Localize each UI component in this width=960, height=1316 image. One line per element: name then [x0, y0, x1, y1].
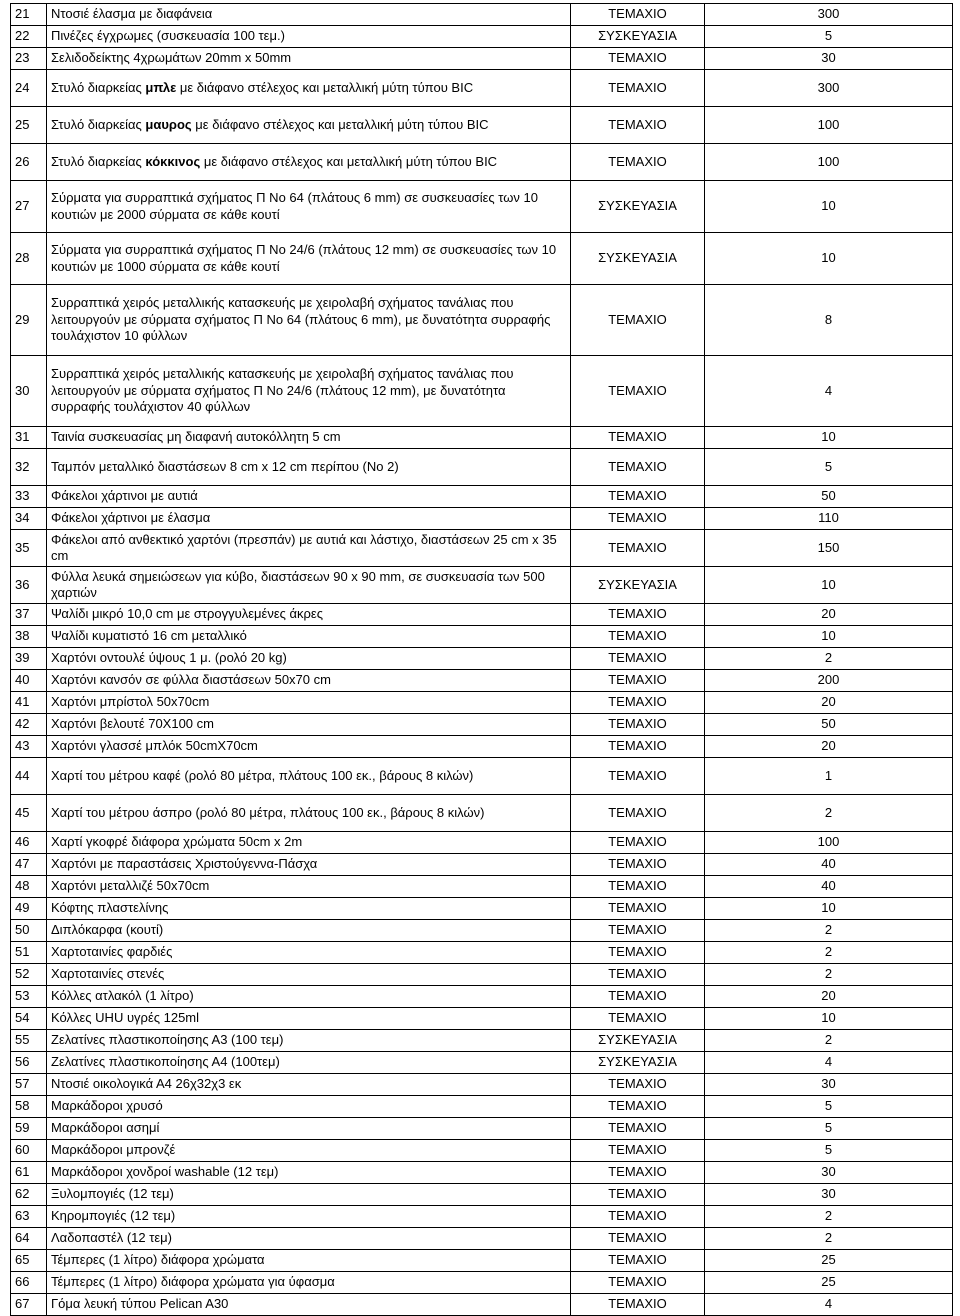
item-number: 27 — [11, 181, 47, 233]
item-quantity: 2 — [705, 964, 953, 986]
item-quantity: 40 — [705, 854, 953, 876]
item-unit: ΤΕΜΑΧΙΟ — [571, 1250, 705, 1272]
item-number: 43 — [11, 736, 47, 758]
item-quantity: 5 — [705, 1118, 953, 1140]
item-description: Κόφτης πλαστελίνης — [47, 898, 571, 920]
item-quantity: 8 — [705, 285, 953, 356]
table-row — [11, 181, 953, 233]
item-unit: ΤΕΜΑΧΙΟ — [571, 670, 705, 692]
item-description: Χαρτοταινίες στενές — [47, 964, 571, 986]
table-row — [11, 1096, 953, 1118]
items-table — [10, 3, 953, 1316]
item-description: Χαρτόνι κανσόν σε φύλλα διαστάσεων 50x70 cm — [47, 670, 571, 692]
item-number: 39 — [11, 648, 47, 670]
item-unit: ΤΕΜΑΧΙΟ — [571, 626, 705, 648]
item-unit: ΤΕΜΑΧΙΟ — [571, 427, 705, 449]
description-suffix: με διάφανο στέλεχος και μεταλλική μύτη τύπου BIC — [200, 153, 498, 169]
item-unit: ΤΕΜΑΧΙΟ — [571, 356, 705, 427]
description-color: μαυρος — [145, 116, 192, 132]
item-number: 61 — [11, 1162, 47, 1184]
item-quantity: 110 — [705, 508, 953, 530]
table-row — [11, 1272, 953, 1294]
item-unit: ΤΕΜΑΧΙΟ — [571, 604, 705, 626]
item-number: 60 — [11, 1140, 47, 1162]
item-unit: ΤΕΜΑΧΙΟ — [571, 692, 705, 714]
item-number: 55 — [11, 1030, 47, 1052]
item-description: Τέμπερες (1 λίτρο) διάφορα χρώματα για ύφασμα — [47, 1272, 571, 1294]
item-quantity: 25 — [705, 1272, 953, 1294]
table-row — [11, 986, 953, 1008]
table-row — [11, 26, 953, 48]
table-row — [11, 1206, 953, 1228]
item-description: Διπλόκαρφα (κουτί) — [47, 920, 571, 942]
table-row — [11, 1250, 953, 1272]
table-row — [11, 920, 953, 942]
item-description: Κόλλες ατλακόλ (1 λίτρο) — [47, 986, 571, 1008]
item-unit: ΤΕΜΑΧΙΟ — [571, 648, 705, 670]
item-description: Μαρκάδοροι χρυσό — [47, 1096, 571, 1118]
item-number: 51 — [11, 942, 47, 964]
item-quantity: 2 — [705, 1030, 953, 1052]
item-quantity: 2 — [705, 1206, 953, 1228]
item-unit: ΤΕΜΑΧΙΟ — [571, 285, 705, 356]
item-quantity: 20 — [705, 604, 953, 626]
item-number: 37 — [11, 604, 47, 626]
item-description: Κόλλες UHU υγρές 125ml — [47, 1008, 571, 1030]
item-description: Χαρτόνι μεταλλιζέ 50x70cm — [47, 876, 571, 898]
item-quantity: 2 — [705, 920, 953, 942]
item-number: 66 — [11, 1272, 47, 1294]
item-quantity: 2 — [705, 648, 953, 670]
item-description: Ψαλίδι κυματιστό 16 cm μεταλλικό — [47, 626, 571, 648]
item-number: 45 — [11, 795, 47, 832]
item-description: Ψαλίδι μικρό 10,0 cm με στρογγυλεμένες άκρες — [47, 604, 571, 626]
item-unit: ΤΕΜΑΧΙΟ — [571, 854, 705, 876]
item-number: 49 — [11, 898, 47, 920]
item-description: Χαρτόνι με παραστάσεις Χριστούγεννα-Πάσχα — [47, 854, 571, 876]
item-number: 24 — [11, 70, 47, 107]
item-unit: ΤΕΜΑΧΙΟ — [571, 714, 705, 736]
table-row — [11, 1294, 953, 1316]
item-number: 41 — [11, 692, 47, 714]
item-quantity: 5 — [705, 1140, 953, 1162]
table-row — [11, 1140, 953, 1162]
item-description: Κηρομπογιές (12 τεμ) — [47, 1206, 571, 1228]
item-quantity: 5 — [705, 449, 953, 486]
item-unit: ΤΕΜΑΧΙΟ — [571, 1074, 705, 1096]
description-color: κόκκινος — [145, 153, 201, 169]
item-number: 40 — [11, 670, 47, 692]
table-row — [11, 758, 953, 795]
table-row — [11, 107, 953, 144]
item-unit: ΤΕΜΑΧΙΟ — [571, 1272, 705, 1294]
item-description: Λαδοπαστέλ (12 τεμ) — [47, 1228, 571, 1250]
item-unit: ΤΕΜΑΧΙΟ — [571, 508, 705, 530]
item-number: 52 — [11, 964, 47, 986]
item-unit: ΤΕΜΑΧΙΟ — [571, 736, 705, 758]
item-description: Σύρματα για συρραπτικά σχήματος Π Νο 24/6 (πλάτους 12 mm) σε συσκευασίες των 10 κουτιών με 1000 σύρματα σε κάθε κουτί — [47, 233, 571, 285]
item-number: 21 — [11, 4, 47, 26]
table-row — [11, 1228, 953, 1250]
table-row — [11, 1030, 953, 1052]
item-quantity: 30 — [705, 1184, 953, 1206]
table-row — [11, 964, 953, 986]
item-quantity: 1 — [705, 758, 953, 795]
item-quantity: 4 — [705, 1294, 953, 1316]
item-unit: ΤΕΜΑΧΙΟ — [571, 1008, 705, 1030]
item-number: 34 — [11, 508, 47, 530]
item-number: 42 — [11, 714, 47, 736]
table-row — [11, 486, 953, 508]
item-description: Γόμα λευκή τύπου Pelican A30 — [47, 1294, 571, 1316]
item-unit: ΣΥΣΚΕΥΑΣΙΑ — [571, 26, 705, 48]
item-number: 29 — [11, 285, 47, 356]
item-quantity: 30 — [705, 1162, 953, 1184]
item-quantity: 10 — [705, 567, 953, 604]
item-description: Σελιδοδείκτης 4χρωμάτων 20mm x 50mm — [47, 48, 571, 70]
item-unit: ΤΕΜΑΧΙΟ — [571, 1184, 705, 1206]
item-quantity: 2 — [705, 795, 953, 832]
description-prefix: Στυλό διαρκείας — [51, 116, 146, 132]
item-description: Χαρτί του μέτρου άσπρο (ρολό 80 μέτρα, πλάτους 100 εκ., βάρους 8 κιλών) — [47, 795, 571, 832]
item-number: 26 — [11, 144, 47, 181]
table-row — [11, 1008, 953, 1030]
table-row — [11, 626, 953, 648]
table-row — [11, 670, 953, 692]
item-quantity: 2 — [705, 1228, 953, 1250]
item-number: 57 — [11, 1074, 47, 1096]
item-quantity: 4 — [705, 356, 953, 427]
description-prefix: Στυλό διαρκείας — [51, 79, 146, 95]
item-number: 58 — [11, 1096, 47, 1118]
table-row — [11, 604, 953, 626]
item-quantity: 10 — [705, 898, 953, 920]
item-unit: ΣΥΣΚΕΥΑΣΙΑ — [571, 181, 705, 233]
item-description: Πινέζες έγχρωμες (συσκευασία 100 τεμ.) — [47, 26, 571, 48]
item-description: Φάκελοι χάρτινοι με έλασμα — [47, 508, 571, 530]
table-row — [11, 356, 953, 427]
item-number: 36 — [11, 567, 47, 604]
table-row — [11, 1052, 953, 1074]
item-unit: ΣΥΣΚΕΥΑΣΙΑ — [571, 1030, 705, 1052]
table-row — [11, 530, 953, 567]
table-row — [11, 692, 953, 714]
item-number: 46 — [11, 832, 47, 854]
item-unit: ΤΕΜΑΧΙΟ — [571, 942, 705, 964]
table-row — [11, 795, 953, 832]
item-unit: ΤΕΜΑΧΙΟ — [571, 1096, 705, 1118]
item-unit: ΤΕΜΑΧΙΟ — [571, 876, 705, 898]
item-description: Χαρτόνι μπρίστολ 50x70cm — [47, 692, 571, 714]
item-quantity: 4 — [705, 1052, 953, 1074]
item-number: 62 — [11, 1184, 47, 1206]
item-unit: ΤΕΜΑΧΙΟ — [571, 920, 705, 942]
item-description: Μαρκάδοροι μπρονζέ — [47, 1140, 571, 1162]
item-number: 35 — [11, 530, 47, 567]
item-number: 67 — [11, 1294, 47, 1316]
table-row — [11, 449, 953, 486]
item-unit: ΤΕΜΑΧΙΟ — [571, 1140, 705, 1162]
item-unit: ΤΕΜΑΧΙΟ — [571, 486, 705, 508]
item-unit: ΤΕΜΑΧΙΟ — [571, 4, 705, 26]
item-number: 32 — [11, 449, 47, 486]
item-number: 25 — [11, 107, 47, 144]
item-quantity: 2 — [705, 942, 953, 964]
item-quantity: 25 — [705, 1250, 953, 1272]
table-row — [11, 832, 953, 854]
item-number: 22 — [11, 26, 47, 48]
item-quantity: 100 — [705, 832, 953, 854]
item-description: Χαρτόνι βελουτέ 70Χ100 cm — [47, 714, 571, 736]
item-number: 33 — [11, 486, 47, 508]
table-row — [11, 233, 953, 285]
item-description: Συρραπτικά χειρός μεταλλικής κατασκευής με χειρολαβή σχήματος τανάλιας που λειτουργούν με σύρματα σχήματος Π Νο 24/6 (πλάτους 12 mm), με δυνατότητα συρραφής τουλάχιστον 40 φύλλων — [47, 356, 571, 427]
table-row — [11, 285, 953, 356]
items-table-body — [11, 4, 953, 1316]
item-quantity: 10 — [705, 626, 953, 648]
item-unit: ΣΥΣΚΕΥΑΣΙΑ — [571, 233, 705, 285]
item-description — [47, 70, 571, 107]
item-description: Συρραπτικά χειρός μεταλλικής κατασκευής με χειρολαβή σχήματος τανάλιας που λειτουργούν με σύρματα σχήματος Π Νο 64 (πλάτους 6 mm), με δυνατότητα συρραφής τουλάχιστον 10 φύλλων — [47, 285, 571, 356]
description-prefix: Στυλό διαρκείας — [51, 153, 146, 169]
item-description: Ξυλομπογιές (12 τεμ) — [47, 1184, 571, 1206]
item-number: 48 — [11, 876, 47, 898]
item-number: 59 — [11, 1118, 47, 1140]
item-quantity: 5 — [705, 1096, 953, 1118]
item-description: Χαρτόνι οντουλέ ύψους 1 μ. (ρολό 20 kg) — [47, 648, 571, 670]
item-quantity: 100 — [705, 107, 953, 144]
item-number: 53 — [11, 986, 47, 1008]
item-number: 23 — [11, 48, 47, 70]
item-unit: ΤΕΜΑΧΙΟ — [571, 1162, 705, 1184]
item-quantity: 40 — [705, 876, 953, 898]
table-row — [11, 876, 953, 898]
item-quantity: 30 — [705, 1074, 953, 1096]
item-quantity: 100 — [705, 144, 953, 181]
table-row — [11, 427, 953, 449]
item-number: 63 — [11, 1206, 47, 1228]
item-quantity: 10 — [705, 233, 953, 285]
item-description: Μαρκάδοροι ασημί — [47, 1118, 571, 1140]
item-description: Χαρτί του μέτρου καφέ (ρολό 80 μέτρα, πλάτους 100 εκ., βάρους 8 κιλών) — [47, 758, 571, 795]
item-quantity: 5 — [705, 26, 953, 48]
item-description: Σύρματα για συρραπτικά σχήματος Π Νο 64 (πλάτους 6 mm) σε συσκευασίες των 10 κουτιών με 2000 σύρματα σε κάθε κουτί — [47, 181, 571, 233]
description-suffix: με διάφανο στέλεχος και μεταλλική μύτη τύπου BIC — [176, 79, 474, 95]
item-quantity: 10 — [705, 181, 953, 233]
item-number: 54 — [11, 1008, 47, 1030]
item-unit: ΤΕΜΑΧΙΟ — [571, 964, 705, 986]
item-number: 65 — [11, 1250, 47, 1272]
item-number: 44 — [11, 758, 47, 795]
table-row — [11, 1162, 953, 1184]
item-quantity: 50 — [705, 486, 953, 508]
item-unit: ΤΕΜΑΧΙΟ — [571, 1206, 705, 1228]
item-number: 38 — [11, 626, 47, 648]
item-unit: ΤΕΜΑΧΙΟ — [571, 1118, 705, 1140]
item-quantity: 10 — [705, 1008, 953, 1030]
item-number: 64 — [11, 1228, 47, 1250]
item-description: Χαρτί γκοφρέ διάφορα χρώματα 50cm x 2m — [47, 832, 571, 854]
table-row — [11, 1118, 953, 1140]
item-quantity: 150 — [705, 530, 953, 567]
item-description: Ταινία συσκευασίας μη διαφανή αυτοκόλλητη 5 cm — [47, 427, 571, 449]
table-row — [11, 942, 953, 964]
item-quantity: 20 — [705, 736, 953, 758]
item-description — [47, 144, 571, 181]
item-number: 56 — [11, 1052, 47, 1074]
item-unit: ΤΕΜΑΧΙΟ — [571, 795, 705, 832]
item-description: Φύλλα λευκά σημειώσεων για κύβο, διαστάσεων 90 x 90 mm, σε συσκευασία των 500 χαρτιών — [47, 567, 571, 604]
description-color: μπλε — [145, 79, 177, 95]
item-quantity: 30 — [705, 48, 953, 70]
table-row — [11, 4, 953, 26]
item-description: Τέμπερες (1 λίτρο) διάφορα χρώματα — [47, 1250, 571, 1272]
item-unit: ΤΕΜΑΧΙΟ — [571, 758, 705, 795]
item-unit: ΣΥΣΚΕΥΑΣΙΑ — [571, 1052, 705, 1074]
item-unit: ΤΕΜΑΧΙΟ — [571, 48, 705, 70]
item-unit: ΣΥΣΚΕΥΑΣΙΑ — [571, 567, 705, 604]
item-number: 30 — [11, 356, 47, 427]
item-quantity: 10 — [705, 427, 953, 449]
item-unit: ΤΕΜΑΧΙΟ — [571, 144, 705, 181]
item-quantity: 300 — [705, 4, 953, 26]
item-unit: ΤΕΜΑΧΙΟ — [571, 107, 705, 144]
item-description: Ντοσιέ έλασμα με διαφάνεια — [47, 4, 571, 26]
item-description: Ζελατίνες πλαστικοποίησης Α4 (100τεμ) — [47, 1052, 571, 1074]
table-row — [11, 567, 953, 604]
item-description: Χαρτοταινίες φαρδιές — [47, 942, 571, 964]
item-quantity: 20 — [705, 692, 953, 714]
table-row — [11, 854, 953, 876]
item-description: Φάκελοι από ανθεκτικό χαρτόνι (πρεσπάν) με αυτιά και λάστιχο, διαστάσεων 25 cm x 35 cm — [47, 530, 571, 567]
item-unit: ΤΕΜΑΧΙΟ — [571, 449, 705, 486]
item-number: 50 — [11, 920, 47, 942]
item-description — [47, 107, 571, 144]
item-unit: ΤΕΜΑΧΙΟ — [571, 1294, 705, 1316]
item-unit: ΤΕΜΑΧΙΟ — [571, 898, 705, 920]
item-description: Ντοσιέ οικολογικά Α4 26χ32χ3 εκ — [47, 1074, 571, 1096]
description-suffix: με διάφανο στέλεχος και μεταλλική μύτη τύπου BIC — [191, 116, 489, 132]
table-row — [11, 70, 953, 107]
item-number: 28 — [11, 233, 47, 285]
item-unit: ΤΕΜΑΧΙΟ — [571, 70, 705, 107]
table-row — [11, 648, 953, 670]
table-row — [11, 714, 953, 736]
item-quantity: 200 — [705, 670, 953, 692]
table-row — [11, 144, 953, 181]
item-number: 47 — [11, 854, 47, 876]
table-row — [11, 1074, 953, 1096]
item-quantity: 20 — [705, 986, 953, 1008]
item-description: Χαρτόνι γλασσέ μπλόκ 50cmX70cm — [47, 736, 571, 758]
item-description: Ταμπόν μεταλλικό διαστάσεων 8 cm x 12 cm περίπου (Νο 2) — [47, 449, 571, 486]
item-unit: ΤΕΜΑΧΙΟ — [571, 986, 705, 1008]
item-number: 31 — [11, 427, 47, 449]
table-row — [11, 508, 953, 530]
item-unit: ΤΕΜΑΧΙΟ — [571, 530, 705, 567]
table-row — [11, 1184, 953, 1206]
item-unit: ΤΕΜΑΧΙΟ — [571, 832, 705, 854]
table-row — [11, 736, 953, 758]
table-row — [11, 898, 953, 920]
item-quantity: 50 — [705, 714, 953, 736]
table-row — [11, 48, 953, 70]
item-description: Ζελατίνες πλαστικοποίησης Α3 (100 τεμ) — [47, 1030, 571, 1052]
item-quantity: 300 — [705, 70, 953, 107]
item-unit: ΤΕΜΑΧΙΟ — [571, 1228, 705, 1250]
item-description: Μαρκάδοροι χονδροί washable (12 τεμ) — [47, 1162, 571, 1184]
item-description: Φάκελοι χάρτινοι με αυτιά — [47, 486, 571, 508]
